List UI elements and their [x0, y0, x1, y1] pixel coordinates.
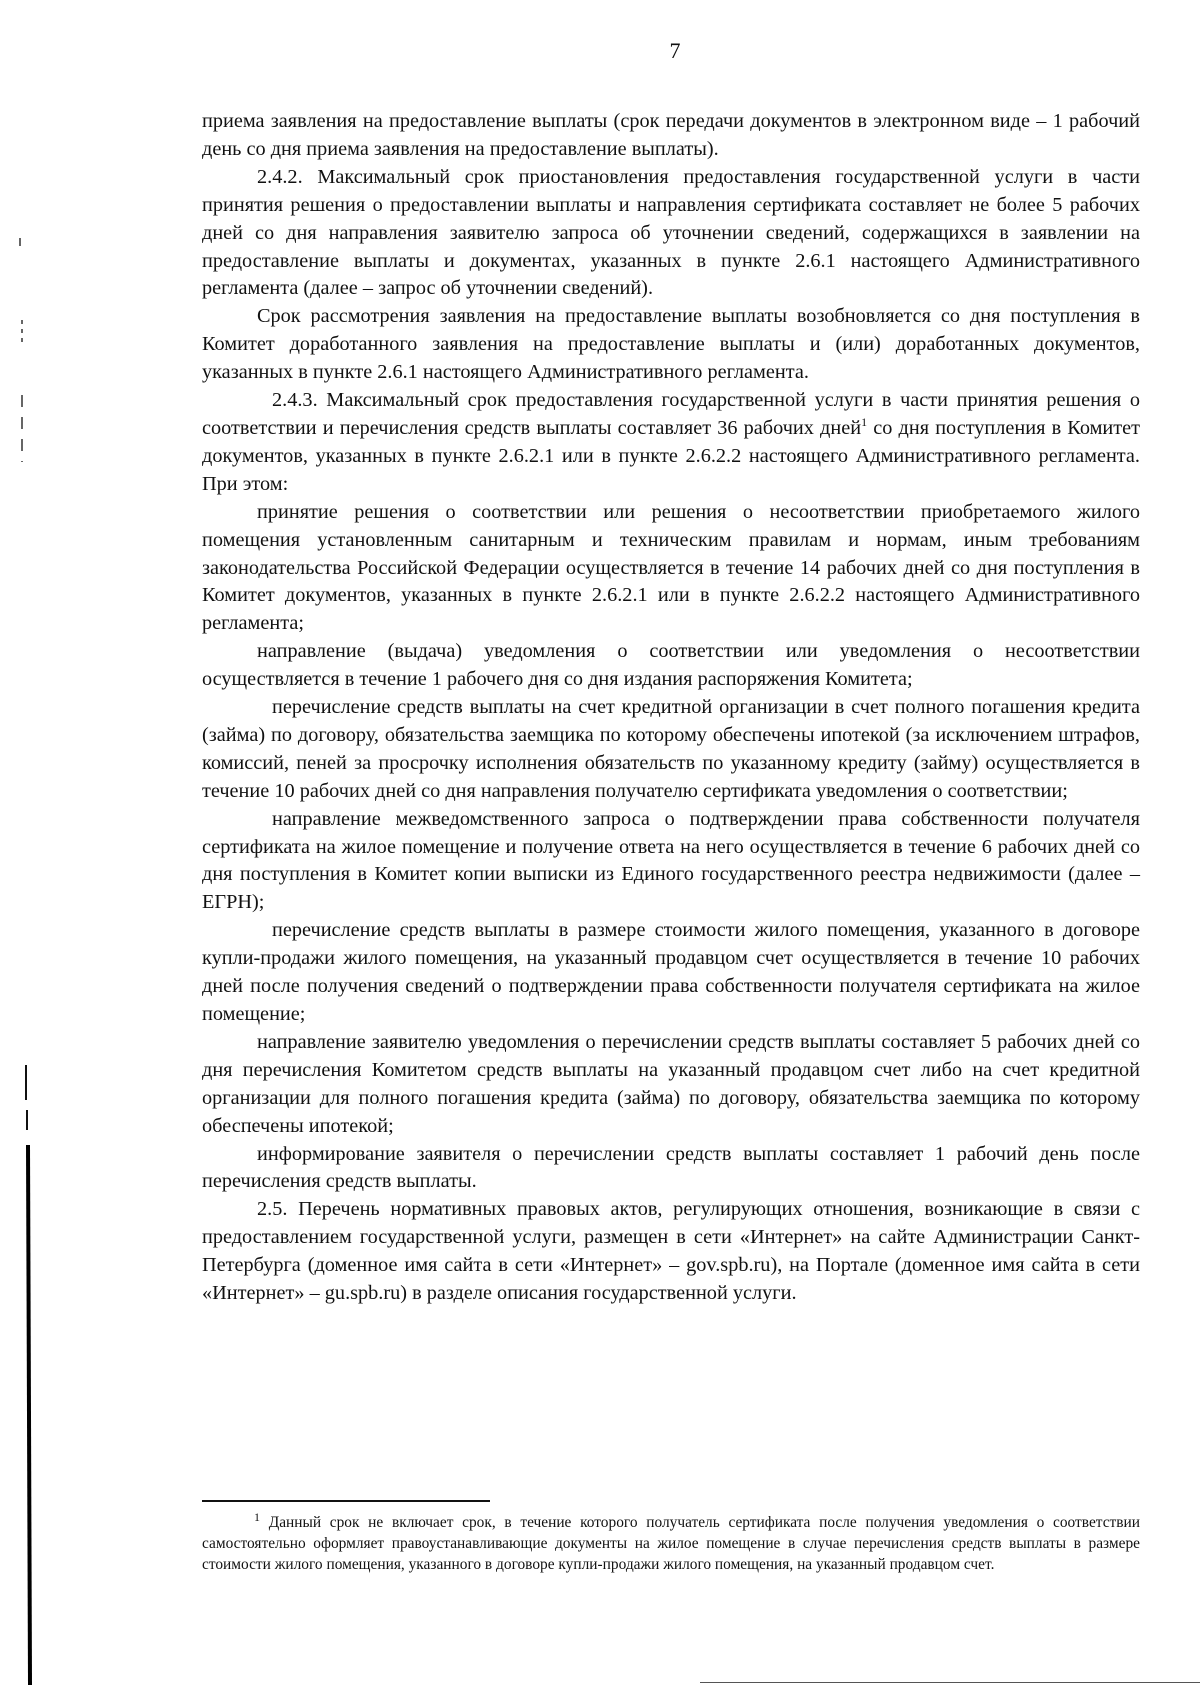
paragraph-2-4-3-end: со дня поступления в Комитет документов, указанных в пункте 2.6.2.1 или в пункте 2.6.2.2 настоящего Административного регламента. При этом: — [202, 416, 1140, 495]
paragraph-2-4-2: 2.4.2. Максимальный срок приостановления предоставления государственной услуги в части принятия решения о предоставлении выплаты и направления сертификата составляет не более 5 рабочих дней со дня направления заявителю запроса об уточнении сведений, содержащихся в заявлении на предоставление выплаты и документах, указанных в пункте 2.6.1 настоящего Административного регламента (далее – запрос об уточнении сведений). — [202, 165, 1140, 300]
paragraph-continuation: приема заявления на предоставление выплаты (срок передачи документов в электронном виде – 1 рабочий день со дня приема заявления на предоставление выплаты). — [202, 110, 1140, 160]
paragraph-notice-term: направление (выдача) уведомления о соответствии или уведомления о несоответствии осуществляется в течение 1 рабочего дня со дня издания распоряжения Комитета; — [202, 640, 1140, 691]
footnote — [202, 1509, 1140, 1575]
footnote-marker: 1 — [254, 1509, 260, 1524]
footnote-reference: 1 — [861, 415, 868, 430]
paragraph-resume-term: Срок рассмотрения заявления на предоставление выплаты возобновляется со дня поступления в Комитет доработанного заявления на предоставление выплаты и (или) доработанных документов, указанных в пункте 2.6.1 настоящего Административного регламента. — [202, 305, 1140, 384]
paragraph-2-4-3-start: 2.4.3. Максимальный срок предоставления государственной услуги в части принятия решения о соответствии и перечисления средств выплаты составляет 36 рабочих дней — [202, 389, 1140, 439]
paragraph-2-4-3 — [202, 387, 1140, 499]
document-body — [202, 108, 1140, 1308]
paragraph-transfer-notice-term: направление заявителю уведомления о перечислении средств выплаты составляет 5 рабочих дней со дня перечисления Комитетом средств выплаты на указанный продавцом счет либо на счет кредитной организации для полного погашения кредита (займа) по договору, обязательства заемщика по которому обеспечены ипотекой; — [202, 1030, 1140, 1137]
paragraph-informing-term: информирование заявителя о перечислении средств выплаты составляет 1 рабочий день после перечисления средств выплаты. — [202, 1142, 1140, 1193]
footnote-separator — [202, 1500, 490, 1502]
page-number: 7 — [669, 38, 681, 63]
paragraph-seller-transfer-term: перечисление средств выплаты в размере стоимости жилого помещения, указанного в договоре купли-продажи жилого помещения, на указанный продавцом счет осуществляется в течение 10 рабочих дней после получения сведений о подтверждении права собственности получателя сертификата на жилое помещение; — [202, 919, 1140, 1025]
paragraph-2-5: 2.5. Перечень нормативных правовых актов, регулирующих отношения, возникающие в связи с предоставлением государственной услуги, размещен в сети «Интернет» на сайте Администрации Санкт-Петербурга (доменное имя сайта в сети «Интернет» – gov.spb.ru), на Портале (доменное имя сайта в сети «Интернет» – gu.spb.ru) в разделе описания государственной услуги. — [202, 1198, 1140, 1305]
footnote-text: Данный срок не включает срок, в течение которого получатель сертификата после получения уведомления о соответствии самостоятельно оформляет правоустанавливающие документы на жилое помещение в случае перечисления средств выплаты в размере стоимости жилого помещения, указанного в договоре купли-продажи жилого помещения, на указанный продавцом счет. — [202, 1514, 1140, 1573]
paragraph-decision-term: принятие решения о соответствии или решения о несоответствии приобретаемого жилого помещения установленным санитарным и техническим правилам и нормам, иным требованиям законодательства Российской Федерации осуществляется в течение 14 рабочих дней со дня поступления в Комитет документов, указанных в пункте 2.6.2.1 или в пункте 2.6.2.2 настоящего Административного регламента; — [202, 500, 1140, 635]
scan-edge-line — [700, 1682, 1200, 1683]
paragraph-credit-transfer-term: перечисление средств выплаты на счет кредитной организации в счет полного погашения кредита (займа) по договору, обязательства заемщика по которому обеспечены ипотекой (за исключением штрафов, комиссий, пеней за просрочку исполнения обязательств по указанному кредиту (займу) осуществляется в течение 10 рабочих дней со дня направления получателю сертификата уведомления о соответствии; — [202, 696, 1140, 802]
scan-margin-marks — [0, 0, 60, 1690]
paragraph-interagency-request-term: направление межведомственного запроса о подтверждении права собственности получателя сертификата на жилое помещение и получение ответа на него осуществляется в течение 6 рабочих дней со дня поступления в Комитет копии выписки из Единого государственного реестра недвижимости (далее – ЕГРН); — [202, 807, 1140, 914]
